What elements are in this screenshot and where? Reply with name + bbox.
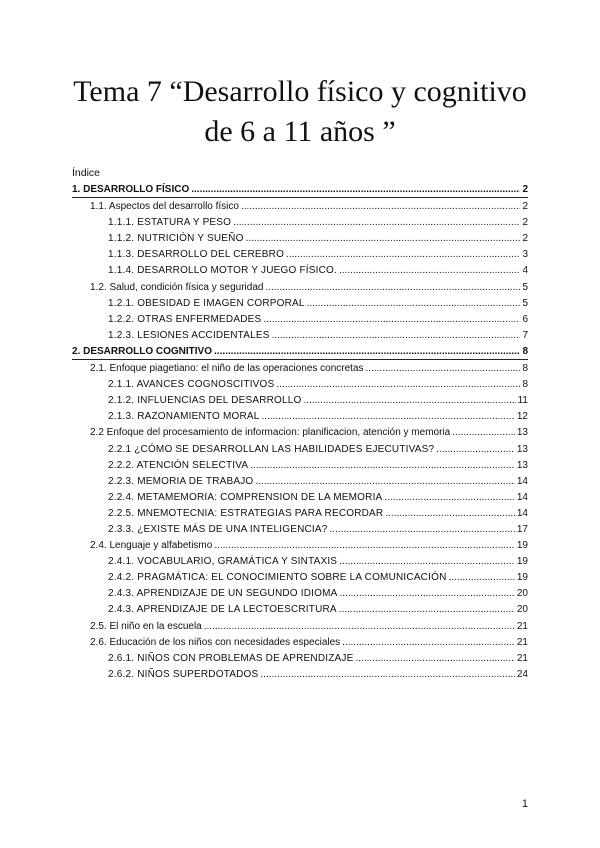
- toc-dot-leader: [272, 328, 521, 344]
- toc-dot-leader: [276, 377, 520, 393]
- toc-entry-page: 4: [522, 265, 528, 277]
- toc-entry[interactable]: [72, 393, 528, 409]
- toc-dot-leader: [340, 586, 515, 602]
- toc-entry-title: 2.1.1. AVANCES COGNOSCITIVOS: [108, 379, 275, 391]
- toc-entry-page: 19: [516, 572, 528, 584]
- toc-entry-title: 2.2 Enfoque del procesamiento de informacion: planificacion, atención y memoria: [90, 427, 451, 439]
- toc-entry-title: 2.4.2. PRAGMÁTICA: EL CONOCIMIENTO SOBRE LA COMUNICACIÓN: [108, 572, 447, 584]
- toc-dot-leader: [191, 182, 520, 198]
- toc-entry[interactable]: [72, 280, 528, 296]
- toc-entry[interactable]: [72, 554, 528, 570]
- toc-entry[interactable]: [72, 506, 528, 522]
- toc-dot-leader: [342, 635, 515, 651]
- toc-entry-page: 13: [516, 443, 528, 455]
- toc-entry-page: 24: [516, 668, 528, 680]
- toc-entry-page: 13: [516, 427, 528, 439]
- toc-entry-title: 2.2.4. METAMEMORIA: COMPRENSION DE LA MEMORIA: [108, 491, 383, 503]
- toc-dot-leader: [246, 231, 521, 247]
- toc-entry-page: 21: [516, 652, 528, 664]
- toc-entry-page: 2: [522, 184, 528, 195]
- toc-dot-leader: [214, 538, 515, 554]
- toc-entry[interactable]: [72, 312, 528, 328]
- toc-entry-title: 2.4.1. VOCABULARIO, GRAMÁTICA Y SINTAXIS: [108, 556, 338, 568]
- toc-entry-title: 1.2. Salud, condición física y seguridad: [90, 281, 264, 293]
- toc-dot-leader: [233, 215, 520, 231]
- toc-entry-title: 2.6. Educación de los niños con necesidades especiales: [90, 636, 341, 648]
- toc-entry[interactable]: [72, 474, 528, 490]
- toc-entry-title: 2.1.3. RAZONAMIENTO MORAL: [108, 411, 260, 423]
- toc-entry[interactable]: [72, 602, 528, 618]
- toc-entry-page: 3: [522, 249, 528, 261]
- toc-entry-title: 2.2.3. MEMORIA DE TRABAJO: [108, 475, 254, 487]
- toc-entry-page: 21: [516, 620, 528, 632]
- toc-dot-leader: [339, 554, 515, 570]
- toc-entry[interactable]: [72, 199, 528, 215]
- toc-dot-leader: [452, 425, 515, 441]
- toc-entry-page: 11: [517, 395, 528, 407]
- toc-entry-title: 1.2.1. OBESIDAD E IMAGEN CORPORAL: [108, 297, 305, 309]
- toc-entry-title: 1.1.4. DESARROLLO MOTOR Y JUEGO FÍSICO.: [108, 265, 337, 277]
- toc-entry-page: 7: [522, 329, 528, 341]
- toc-entry[interactable]: [72, 296, 528, 312]
- toc-entry[interactable]: [72, 522, 528, 538]
- toc-entry[interactable]: [72, 377, 528, 393]
- toc-entry-page: 20: [516, 588, 528, 600]
- toc-entry[interactable]: [72, 344, 528, 360]
- toc-entry[interactable]: [72, 651, 528, 667]
- toc-entry-page: 8: [522, 379, 528, 391]
- toc-entry-title: 2.2.5. MNEMOTECNIA: ESTRATEGIAS PARA RECORDAR: [108, 507, 384, 519]
- toc-entry[interactable]: [72, 182, 528, 198]
- toc-dot-leader: [384, 490, 514, 506]
- toc-entry-title: 1.1.2. NUTRICIÓN Y SUEÑO: [108, 233, 244, 245]
- toc-entry-title: 2.6.1. NIÑOS CON PROBLEMAS DE APRENDIZAJE: [108, 652, 354, 664]
- toc-entry[interactable]: [72, 442, 528, 458]
- toc-dot-leader: [436, 442, 515, 458]
- toc-entry-page: 8: [522, 345, 528, 357]
- toc-dot-leader: [339, 602, 515, 618]
- toc-entry[interactable]: [72, 458, 528, 474]
- toc-entry-title: 1.2.3. LESIONES ACCIDENTALES: [108, 329, 270, 341]
- toc-entry[interactable]: [72, 586, 528, 602]
- toc-entry-title: 2.1. Enfoque piagetiano: el niño de las operaciones concretas: [90, 363, 364, 375]
- toc-entry[interactable]: [72, 570, 528, 586]
- index-heading: Índice: [72, 167, 101, 179]
- toc-entry-page: 20: [516, 604, 528, 616]
- toc-entry-page: 17: [516, 523, 528, 535]
- toc-dot-leader: [255, 474, 514, 490]
- toc-entry[interactable]: [72, 361, 528, 377]
- toc-entry-title: 1.1. Aspectos del desarrollo físico: [90, 201, 239, 213]
- toc-dot-leader: [366, 361, 521, 377]
- toc-entry-title: 2. DESARROLLO COGNITIVO: [72, 345, 213, 357]
- toc-entry-title: 2.1.2. INFLUENCIAS DEL DESARROLLO: [108, 395, 302, 407]
- toc-entry-title: 2.2.1 ¿CÓMO SE DESARROLLAN LAS HABILIDADES EJECUTIVAS?: [108, 443, 435, 455]
- toc-dot-leader: [330, 522, 515, 538]
- toc-entry-page: 14: [516, 475, 528, 487]
- toc-entry-page: 5: [522, 281, 528, 293]
- toc-entry[interactable]: [72, 215, 528, 231]
- toc-dot-leader: [356, 651, 515, 667]
- toc-entry-page: 5: [522, 297, 528, 309]
- toc-entry[interactable]: [72, 490, 528, 506]
- toc-entry-page: 14: [516, 491, 528, 503]
- toc-entry-page: 2: [522, 233, 528, 245]
- toc-entry-title: 1. DESARROLLO FÍSICO: [72, 184, 190, 195]
- toc-entry[interactable]: [72, 635, 528, 651]
- toc-entry-title: 2.4.3. APRENDIZAJE DE LA LECTOESCRITURA: [108, 604, 337, 616]
- toc-dot-leader: [339, 263, 520, 279]
- toc-entry-page: 13: [516, 459, 528, 471]
- toc-dot-leader: [262, 409, 515, 425]
- toc-dot-leader: [214, 344, 520, 360]
- toc-dot-leader: [265, 280, 520, 296]
- toc-entry[interactable]: [72, 328, 528, 344]
- toc-entry[interactable]: [72, 538, 528, 554]
- toc-entry-page: 12: [516, 411, 528, 423]
- toc-entry-page: 19: [516, 540, 528, 552]
- toc-entry-page: 2: [522, 201, 528, 213]
- toc-entry-title: 2.6.2. NIÑOS SUPERDOTADOS: [108, 668, 259, 680]
- toc-entry[interactable]: [72, 263, 528, 279]
- toc-dot-leader: [286, 247, 520, 263]
- toc-entry-page: 6: [522, 313, 528, 325]
- toc-entry-title: 1.1.1. ESTATURA Y PESO: [108, 217, 232, 229]
- page-number: 1: [521, 798, 528, 810]
- toc-dot-leader: [241, 199, 520, 215]
- toc-entry-title: 2.4. Lenguaje y alfabetismo: [90, 540, 213, 552]
- toc-entry-title: 2.2.2. ATENCIÓN SELECTIVA: [108, 459, 249, 471]
- toc-dot-leader: [307, 296, 521, 312]
- toc-entry-page: 8: [522, 363, 528, 375]
- toc-entry-title: 1.1.3. DESARROLLO DEL CEREBRO: [108, 249, 285, 261]
- toc-entry[interactable]: [72, 409, 528, 425]
- document-title-line-2: de 6 a 11 años ”: [204, 115, 396, 148]
- toc-entry-page: 21: [516, 636, 528, 648]
- document-title-line-1: Tema 7 “Desarrollo físico y cognitivo: [73, 75, 527, 108]
- toc-entry[interactable]: [72, 247, 528, 263]
- toc-dot-leader: [449, 570, 515, 586]
- toc-entry[interactable]: [72, 231, 528, 247]
- toc-entry-title: 2.4.3. APRENDIZAJE DE UN SEGUNDO IDIOMA: [108, 588, 338, 600]
- table-of-contents: [72, 182, 528, 683]
- toc-dot-leader: [385, 506, 515, 522]
- toc-entry-title: 2.5. El niño en la escuela: [90, 620, 202, 632]
- toc-entry-page: 2: [522, 217, 528, 229]
- toc-entry-page: 14: [516, 507, 528, 519]
- toc-entry-page: 19: [516, 556, 528, 568]
- toc-entry[interactable]: [72, 667, 528, 683]
- toc-dot-leader: [304, 393, 516, 409]
- toc-dot-leader: [260, 667, 514, 683]
- toc-entry[interactable]: [72, 425, 528, 441]
- toc-dot-leader: [263, 312, 520, 328]
- toc-dot-leader: [204, 619, 515, 635]
- toc-dot-leader: [250, 458, 515, 474]
- document-title: [40, 72, 560, 152]
- toc-entry-title: 1.2.2. OTRAS ENFERMEDADES: [108, 313, 262, 325]
- toc-entry[interactable]: [72, 619, 528, 635]
- toc-entry-title: 2.3.3. ¿EXISTE MÁS DE UNA INTELIGENCIA?: [108, 523, 328, 535]
